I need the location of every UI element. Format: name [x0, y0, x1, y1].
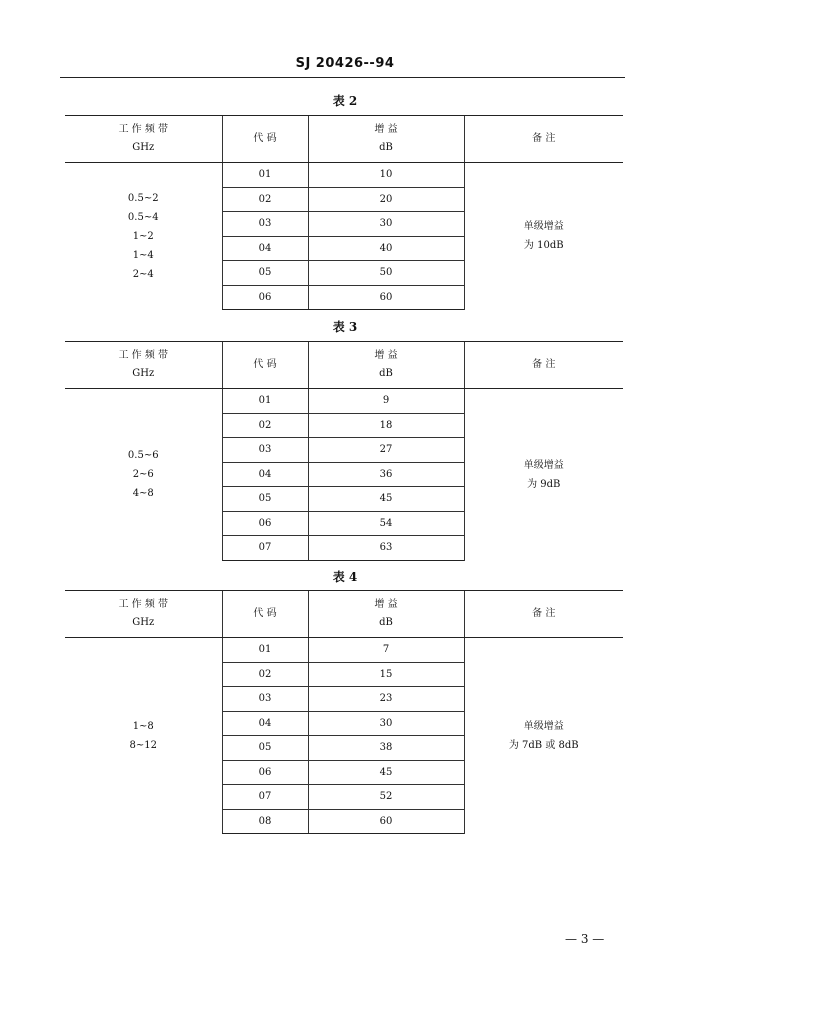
code-cell: 02 [222, 662, 308, 687]
gain-table-2 [65, 115, 623, 310]
remark-header: 备 注 [464, 591, 623, 638]
freq-band-cell: 0.5~2 0.5~4 1~2 1~4 2~4 [127, 192, 159, 280]
code-cell: 08 [222, 809, 308, 834]
table-title: 表 3 [332, 320, 358, 334]
remark-header: 备 注 [464, 342, 623, 389]
code-cell: 04 [222, 236, 308, 261]
code-cell: 05 [222, 736, 308, 761]
page-number: — 3 — [565, 932, 605, 946]
code-cell: 03 [222, 687, 308, 712]
freq-band-header: 工 作 频 带 GHz [65, 116, 222, 163]
code-cell: 03 [222, 438, 308, 463]
gain-cell: 63 [308, 536, 464, 561]
table-title: 表 4 [332, 570, 358, 584]
code-cell: 01 [222, 638, 308, 663]
code-cell: 07 [222, 785, 308, 810]
gain-cell: 18 [308, 413, 464, 438]
remark-cell: 单级增益 为 10dB [464, 163, 623, 310]
code-cell: 06 [222, 760, 308, 785]
code-header: 代 码 [222, 116, 308, 163]
code-header: 代 码 [222, 342, 308, 389]
gain-cell: 30 [308, 711, 464, 736]
gain-cell: 7 [308, 638, 464, 663]
gain-cell: 60 [308, 809, 464, 834]
header-rule [60, 77, 625, 78]
gain-header: 增 益 dB [308, 116, 464, 163]
gain-cell: 40 [308, 236, 464, 261]
gain-header: 增 益 dB [308, 591, 464, 638]
code-cell: 02 [222, 187, 308, 212]
gain-cell: 15 [308, 662, 464, 687]
gain-header: 增 益 dB [308, 342, 464, 389]
table-title: 表 2 [332, 94, 358, 108]
code-cell: 05 [222, 261, 308, 286]
gain-cell: 54 [308, 511, 464, 536]
code-cell: 05 [222, 487, 308, 512]
code-cell: 06 [222, 511, 308, 536]
code-cell: 03 [222, 212, 308, 237]
gain-cell: 10 [308, 163, 464, 188]
gain-cell: 27 [308, 438, 464, 463]
remark-cell: 单级增益 为 9dB [464, 389, 623, 561]
code-cell: 01 [222, 389, 308, 414]
gain-cell: 23 [308, 687, 464, 712]
gain-cell: 52 [308, 785, 464, 810]
gain-cell: 30 [308, 212, 464, 237]
gain-cell: 60 [308, 285, 464, 310]
standard-code: SJ 20426--94 [295, 56, 395, 71]
gain-cell: 45 [308, 487, 464, 512]
code-cell: 01 [222, 163, 308, 188]
code-header: 代 码 [222, 591, 308, 638]
freq-band-header: 工 作 频 带 GHz [65, 591, 222, 638]
gain-table-4 [65, 590, 623, 834]
gain-table-3 [65, 341, 623, 561]
freq-band-cell: 0.5~6 2~6 4~8 [127, 450, 159, 499]
gain-cell: 38 [308, 736, 464, 761]
code-cell: 04 [222, 462, 308, 487]
remark-cell: 单级增益 为 7dB 或 8dB [464, 638, 623, 834]
code-cell: 07 [222, 536, 308, 561]
freq-band-header: 工 作 频 带 GHz [65, 342, 222, 389]
code-cell: 06 [222, 285, 308, 310]
gain-cell: 20 [308, 187, 464, 212]
freq-band-cell: 1~8 8~12 [129, 720, 157, 751]
code-cell: 04 [222, 711, 308, 736]
code-cell: 02 [222, 413, 308, 438]
remark-header: 备 注 [464, 116, 623, 163]
gain-cell: 50 [308, 261, 464, 286]
gain-cell: 45 [308, 760, 464, 785]
gain-cell: 9 [308, 389, 464, 414]
gain-cell: 36 [308, 462, 464, 487]
